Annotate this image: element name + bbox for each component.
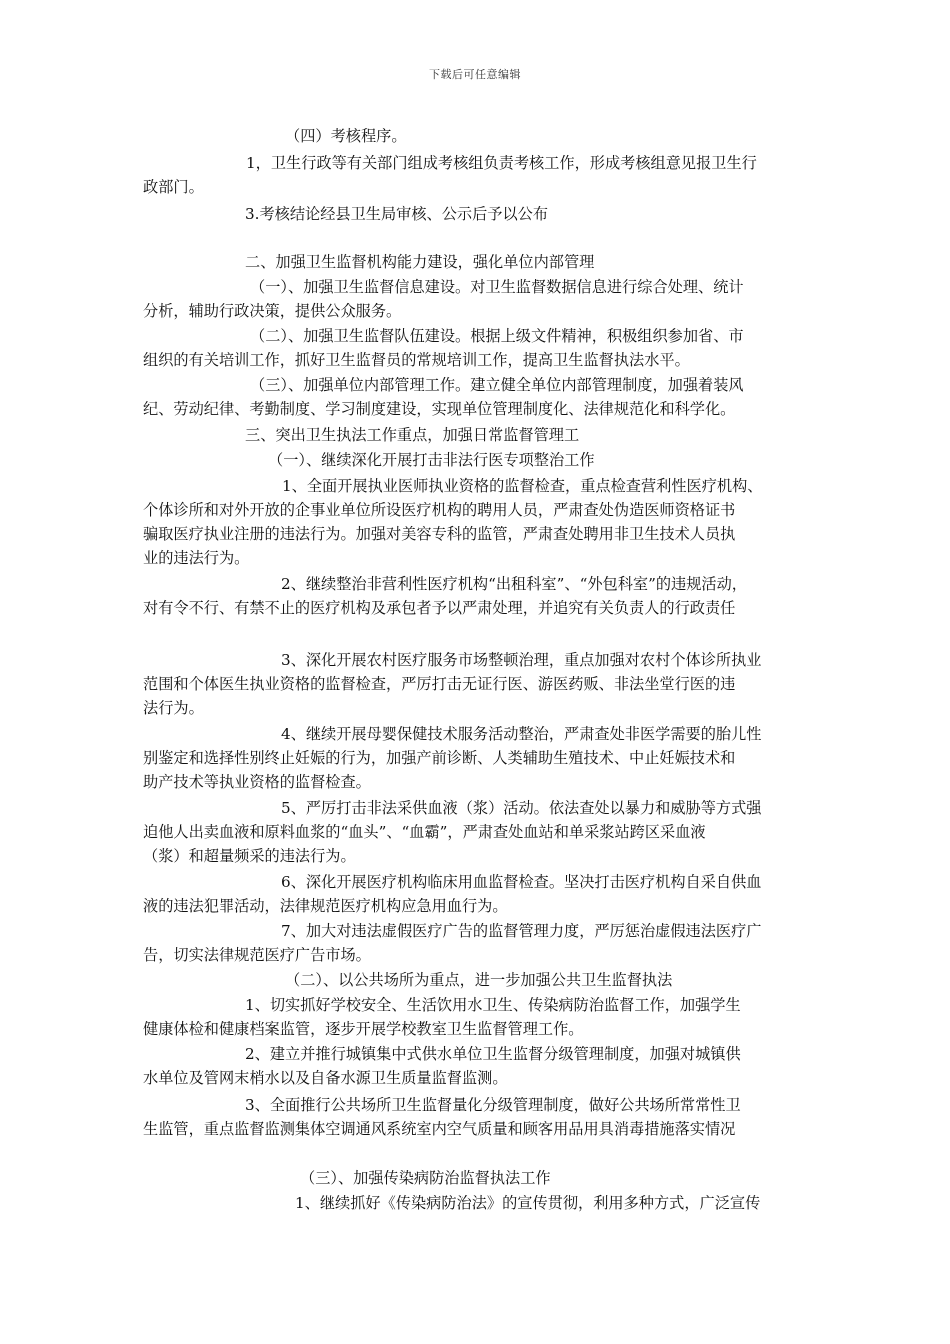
text-line: 助产技术等执业资格的监督检查。 — [143, 773, 371, 791]
text-line: 生监管，重点监督监测集体空调通风系统室内空气质量和顾客用品用具消毒措施落实情况 — [143, 1120, 736, 1138]
text-line: （四）考核程序。 — [285, 127, 407, 145]
text-line: 健康体检和健康档案监管，逐步开展学校教室卫生监督管理工作。 — [143, 1020, 584, 1038]
text-line: 迫他人出卖血液和原料血浆的“血头”、“血霸”，严肃查处血站和单采浆站跨区采血液 — [143, 823, 706, 841]
text-line: 业的违法行为。 — [143, 549, 250, 567]
text-line: （二）、加强卫生监督队伍建设。根据上级文件精神，积极组织参加省、市 — [250, 327, 744, 345]
text-line: 6、深化开展医疗机构临床用血监督检查。坚决打击医疗机构自采自供血 — [281, 873, 762, 891]
text-line: （一）、加强卫生监督信息建设。对卫生监督数据信息进行综合处理、统计 — [250, 278, 744, 296]
text-line: 纪、劳动纪律、考勤制度、学习制度建设，实现单位管理制度化、法律规范化和科学化。 — [143, 400, 736, 418]
text-line: 1、切实抓好学校安全、生活饮用水卫生、传染病防治监督工作，加强学生 — [245, 996, 741, 1014]
text-line: 对有令不行、有禁不止的医疗机构及承包者予以严肃处理，并追究有关负责人的行政责任 — [143, 599, 736, 617]
text-line: 2、建立并推行城镇集中式供水单位卫生监督分级管理制度，加强对城镇供 — [245, 1045, 741, 1063]
text-line: 5、严厉打击非法采供血液（浆）活动。依法查处以暴力和威胁等方式强 — [281, 799, 762, 817]
text-line: 1，卫生行政等有关部门组成考核组负责考核工作，形成考核组意见报卫生行 — [246, 154, 757, 172]
text-line: 个体诊所和对外开放的企事业单位所设医疗机构的聘用人员，严肃查处伪造医师资格证书 — [143, 501, 736, 519]
text-line: （一）、继续深化开展打击非法行医专项整治工作 — [268, 451, 595, 469]
text-line: 别鉴定和选择性别终止妊娠的行为，加强产前诊断、人类辅助生殖技术、中止妊娠技术和 — [143, 749, 736, 767]
text-line: 骗取医疗执业注册的违法行为。加强对美容专科的监管，严肃查处聘用非卫生技术人员执 — [143, 525, 736, 543]
page-header-note: 下载后可任意编辑 — [429, 68, 521, 81]
text-line: 分析，辅助行政决策，提供公众服务。 — [143, 302, 402, 320]
text-line: 3、深化开展农村医疗服务市场整顿治理，重点加强对农村个体诊所执业 — [281, 651, 762, 669]
text-line: （二）、以公共场所为重点，进一步加强公共卫生监督执法 — [285, 971, 673, 989]
text-line: 3、全面推行公共场所卫生监督量化分级管理制度，做好公共场所常常性卫 — [245, 1096, 741, 1114]
text-line: 政部门。 — [143, 178, 204, 196]
text-line: 4、继续开展母婴保健技术服务活动整治，严肃查处非医学需要的胎儿性 — [281, 725, 762, 743]
text-line: 组织的有关培训工作，抓好卫生监督员的常规培训工作，提高卫生监督执法水平。 — [143, 351, 690, 369]
text-line: 告，切实法律规范医疗广告市场。 — [143, 946, 371, 964]
text-line: 3.考核结论经县卫生局审核、公示后予以公布 — [245, 205, 549, 223]
text-line: 1、全面开展执业医师执业资格的监督检查，重点检查营利性医疗机构、 — [282, 477, 763, 495]
text-line: 三、突出卫生执法工作重点，加强日常监督管理工 — [245, 426, 580, 444]
text-line: 法行为。 — [143, 699, 204, 717]
text-line: 液的违法犯罪活动，法律规范医疗机构应急用血行为。 — [143, 897, 508, 915]
text-line: （三）、加强单位内部管理工作。建立健全单位内部管理制度，加强着装风 — [250, 376, 744, 394]
text-line: 2、继续整治非营利性医疗机构“出租科室”、“外包科室”的违规活动， — [281, 575, 747, 593]
text-line: 1、继续抓好《传染病防治法》的宣传贯彻，利用多种方式，广泛宣传 — [295, 1194, 761, 1212]
text-line: （三）、加强传染病防治监督执法工作 — [300, 1169, 551, 1187]
text-line: 7、加大对违法虚假医疗广告的监督管理力度，严厉惩治虚假违法医疗广 — [281, 922, 762, 940]
text-line: 二、加强卫生监督机构能力建设，强化单位内部管理 — [245, 253, 595, 271]
text-line: 范围和个体医生执业资格的监督检查，严厉打击无证行医、游医药贩、非法坐堂行医的违 — [143, 675, 736, 693]
text-line: （浆）和超量频采的违法行为。 — [143, 847, 356, 865]
text-line: 水单位及管网末梢水以及自备水源卫生质量监督监测。 — [143, 1069, 508, 1087]
